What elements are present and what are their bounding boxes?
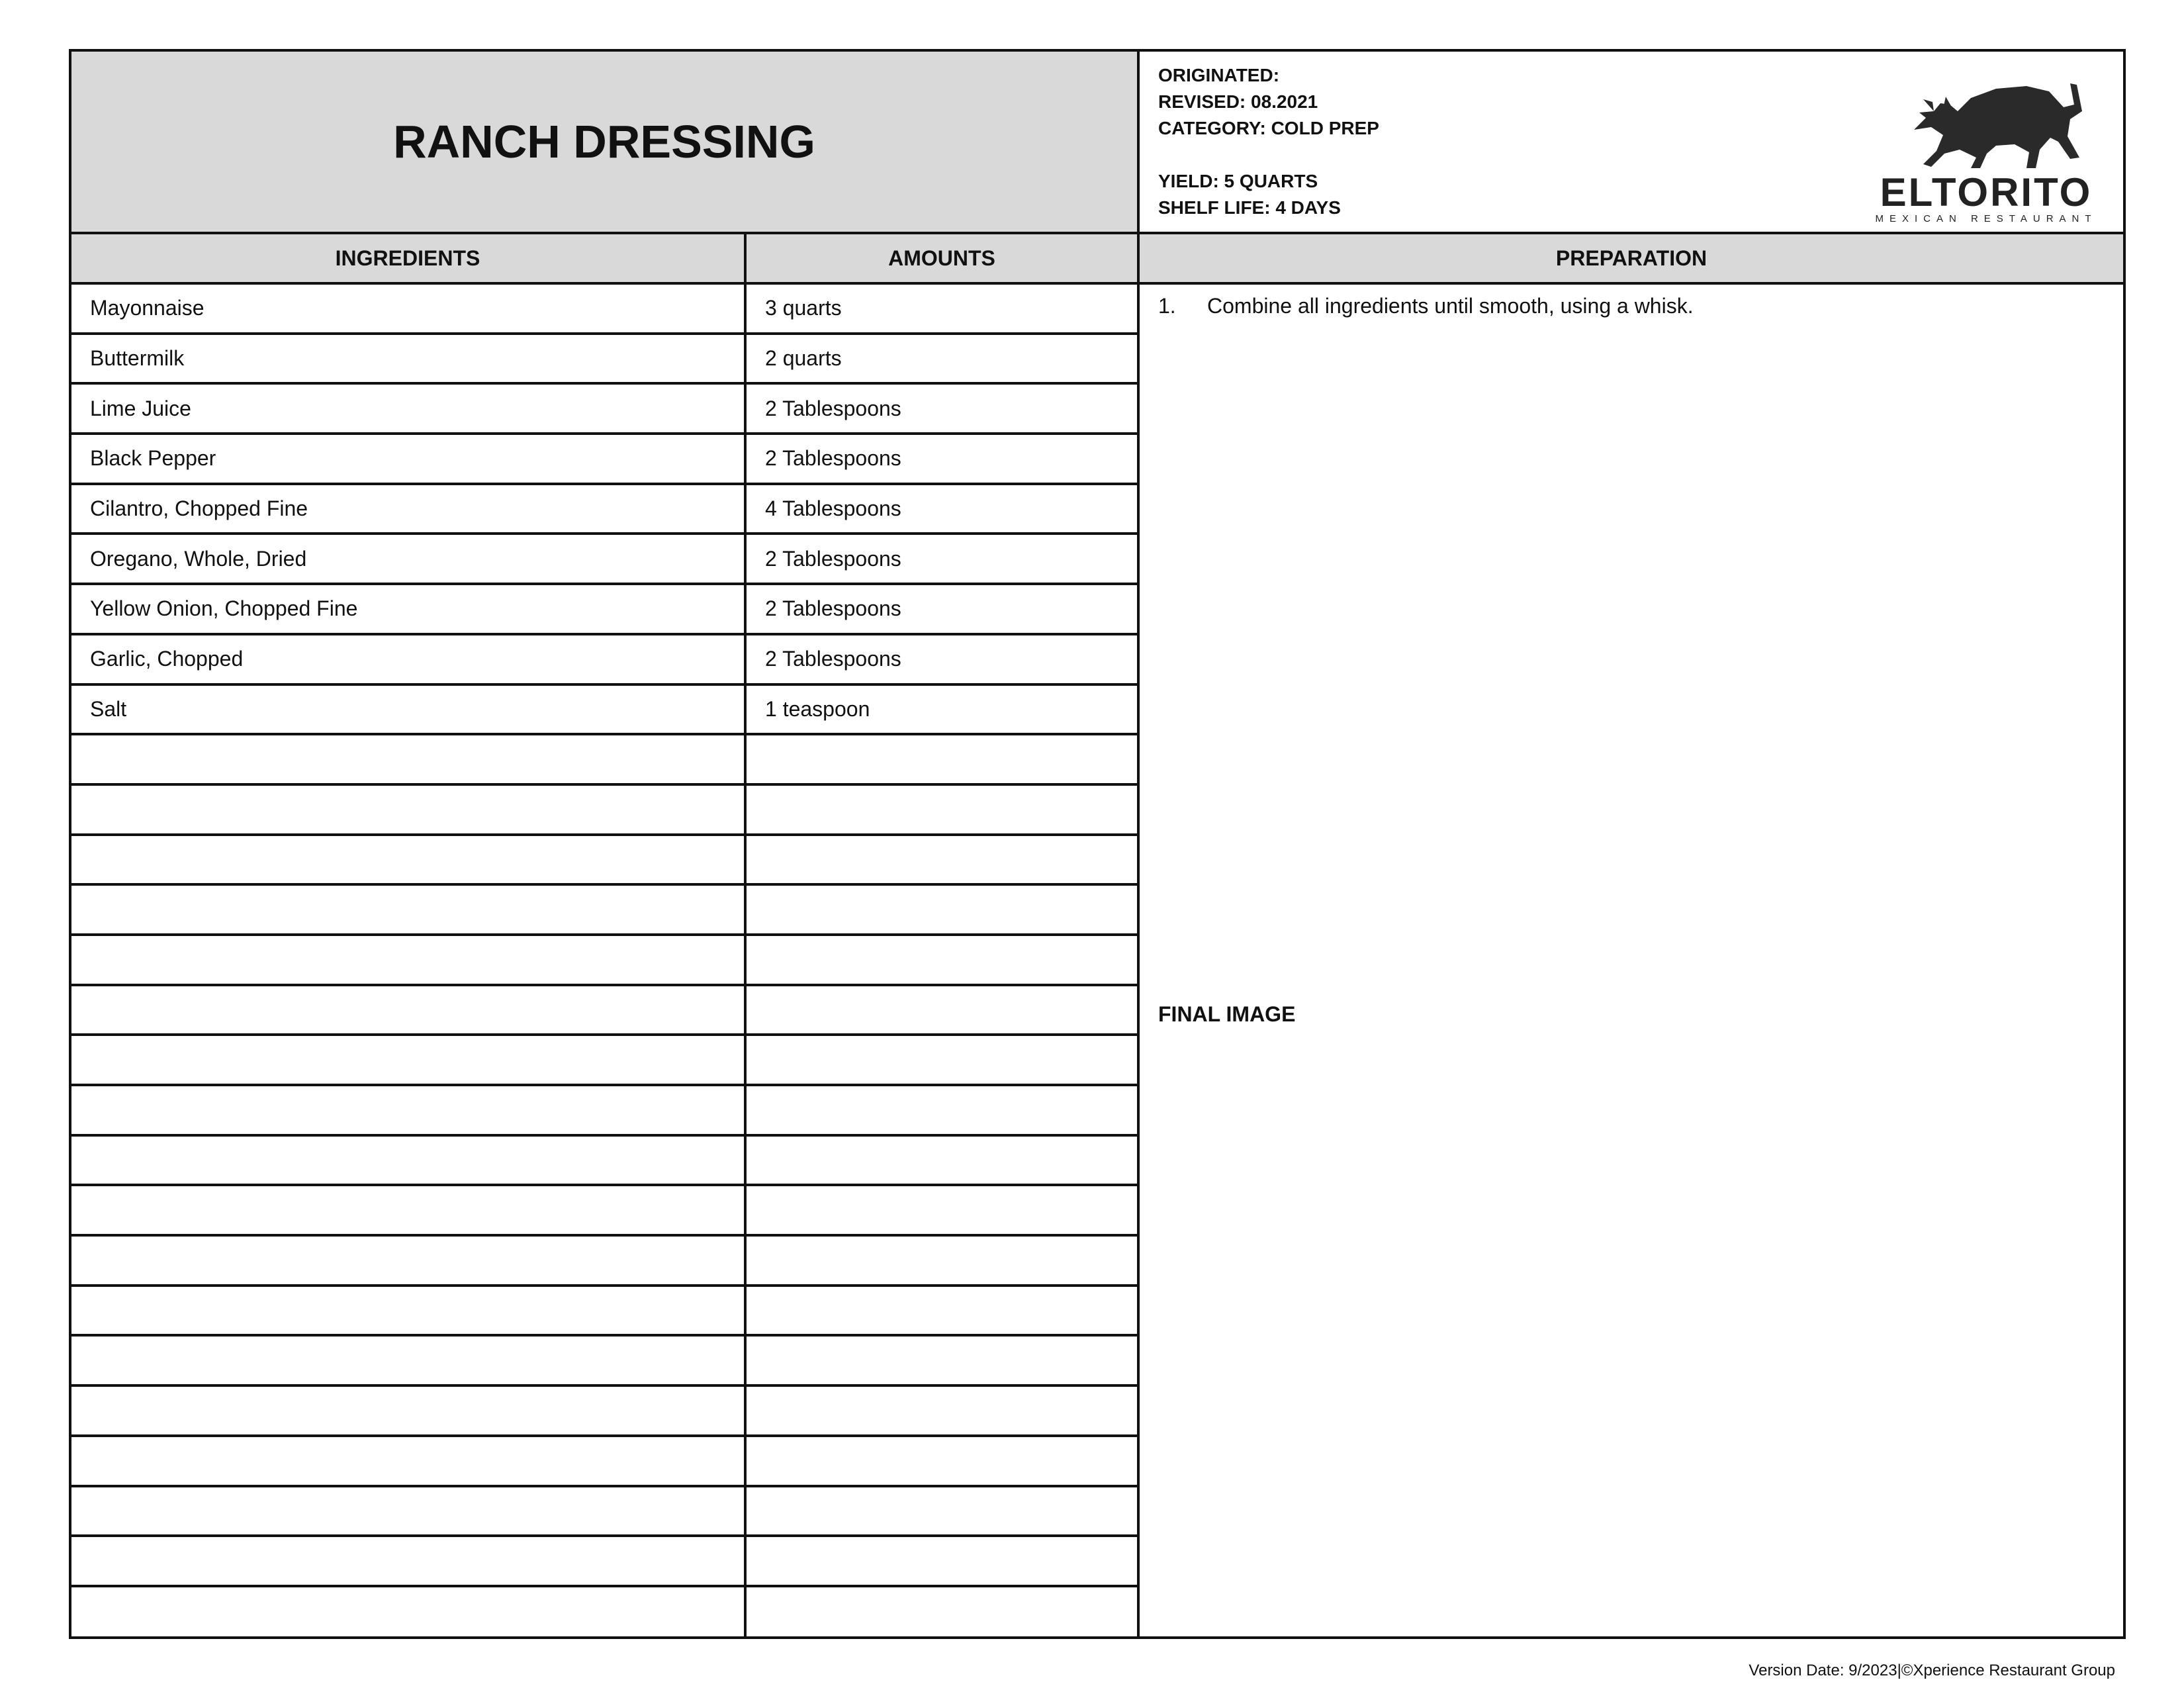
ingredient-cell: Black Pepper <box>71 435 747 483</box>
amount-cell <box>747 1287 1140 1335</box>
ingredient-row <box>71 1336 1140 1387</box>
ingredient-cell <box>71 1137 747 1184</box>
amount-cell <box>747 786 1140 833</box>
ingredient-row <box>71 886 1140 936</box>
preparation-header: PREPARATION <box>1140 234 2123 285</box>
ingredient-cell <box>71 1487 747 1535</box>
ingredient-row <box>71 285 1140 335</box>
yield-line: YIELD: 5 QUARTS <box>1158 171 1318 191</box>
ingredient-cell: Mayonnaise <box>71 285 747 332</box>
amount-cell <box>747 936 1140 984</box>
amount-cell <box>747 1036 1140 1084</box>
ingredient-cell <box>71 986 747 1034</box>
ingredients-header: INGREDIENTS <box>71 234 747 285</box>
ingredient-cell: Lime Juice <box>71 385 747 432</box>
ingredient-cell <box>71 936 747 984</box>
ingredient-rows <box>71 285 1140 1638</box>
ingredient-row <box>71 635 1140 686</box>
amount-cell: 2 Tablespoons <box>747 585 1140 633</box>
logo-brand: ELTORITO <box>1880 170 2093 214</box>
ingredient-cell <box>71 1537 747 1585</box>
ingredient-row <box>71 1137 1140 1187</box>
ingredient-row <box>71 485 1140 536</box>
amount-cell <box>747 735 1140 783</box>
ingredient-row <box>71 1036 1140 1086</box>
shelf-life-line: SHELF LIFE: 4 DAYS <box>1158 197 1341 218</box>
meta-spacer <box>1158 142 1379 168</box>
ingredient-cell <box>71 1036 747 1084</box>
amount-cell: 2 Tablespoons <box>747 535 1140 583</box>
revised-line: REVISED: 08.2021 <box>1158 91 1318 112</box>
amount-cell <box>747 1437 1140 1485</box>
ingredient-row <box>71 1487 1140 1538</box>
ingredient-cell <box>71 1186 747 1234</box>
amount-cell <box>747 1086 1140 1134</box>
ingredient-cell <box>71 836 747 884</box>
ingredient-cell <box>71 1237 747 1284</box>
amount-cell <box>747 1387 1140 1434</box>
amount-cell <box>747 1186 1140 1234</box>
amount-cell: 2 quarts <box>747 335 1140 383</box>
ingredient-row <box>71 1287 1140 1337</box>
meta-lines <box>1158 62 1379 221</box>
ingredient-row <box>71 385 1140 435</box>
version-footer: Version Date: 9/2023|©Xperience Restaurant Group <box>1749 1662 2115 1679</box>
amount-cell: 3 quarts <box>747 285 1140 332</box>
ingredient-row <box>71 735 1140 786</box>
logo-subtitle: MEXICAN RESTAURANT <box>1875 213 2097 224</box>
ingredient-row <box>71 786 1140 836</box>
ingredient-row <box>71 1387 1140 1437</box>
el-torito-logo <box>1870 71 2102 224</box>
preparation-step <box>1158 294 1694 318</box>
ingredient-row <box>71 936 1140 986</box>
recipe-meta <box>1140 52 2123 234</box>
amount-cell <box>747 836 1140 884</box>
category-line: CATEGORY: COLD PREP <box>1158 118 1379 138</box>
recipe-card <box>69 49 2126 1639</box>
originated-line: ORIGINATED: <box>1158 65 1280 85</box>
title-cell <box>71 52 1140 234</box>
amount-cell <box>747 1587 1140 1638</box>
ingredient-cell: Yellow Onion, Chopped Fine <box>71 585 747 633</box>
ingredient-cell: Garlic, Chopped <box>71 635 747 683</box>
ingredient-cell <box>71 1287 747 1335</box>
ingredient-row <box>71 686 1140 736</box>
ingredient-row <box>71 986 1140 1037</box>
ingredient-cell <box>71 735 747 783</box>
amount-cell <box>747 1137 1140 1184</box>
ingredient-cell: Salt <box>71 686 747 733</box>
bull-icon <box>1897 71 2089 171</box>
ingredient-row <box>71 435 1140 485</box>
ingredient-row <box>71 836 1140 886</box>
ingredient-row <box>71 1086 1140 1137</box>
ingredient-cell: Buttermilk <box>71 335 747 383</box>
ingredient-row <box>71 1237 1140 1287</box>
ingredient-cell: Oregano, Whole, Dried <box>71 535 747 583</box>
final-image-label: FINAL IMAGE <box>1158 1002 1296 1026</box>
ingredient-row <box>71 335 1140 385</box>
step-text: Combine all ingredients until smooth, using a whisk. <box>1207 294 1694 318</box>
amount-cell <box>747 1336 1140 1384</box>
amount-cell <box>747 986 1140 1034</box>
ingredient-row <box>71 1587 1140 1638</box>
amount-cell: 4 Tablespoons <box>747 485 1140 533</box>
preparation-area <box>1140 285 2123 1636</box>
amounts-header: AMOUNTS <box>747 234 1140 285</box>
step-number: 1. <box>1158 294 1176 318</box>
ingredient-cell <box>71 886 747 933</box>
amount-cell: 2 Tablespoons <box>747 385 1140 432</box>
ingredient-row <box>71 1537 1140 1587</box>
ingredient-cell <box>71 786 747 833</box>
ingredient-cell <box>71 1387 747 1434</box>
ingredient-row <box>71 535 1140 585</box>
amount-cell <box>747 886 1140 933</box>
ingredient-cell <box>71 1086 747 1134</box>
ingredient-row <box>71 1186 1140 1237</box>
ingredient-cell: Cilantro, Chopped Fine <box>71 485 747 533</box>
ingredient-cell <box>71 1587 747 1638</box>
recipe-title: RANCH DRESSING <box>393 116 815 167</box>
ingredient-cell <box>71 1336 747 1384</box>
ingredient-row <box>71 1437 1140 1487</box>
ingredient-cell <box>71 1437 747 1485</box>
amount-cell: 1 teaspoon <box>747 686 1140 733</box>
ingredient-row <box>71 585 1140 635</box>
amount-cell <box>747 1487 1140 1535</box>
amount-cell <box>747 1237 1140 1284</box>
amount-cell: 2 Tablespoons <box>747 435 1140 483</box>
amount-cell: 2 Tablespoons <box>747 635 1140 683</box>
amount-cell <box>747 1537 1140 1585</box>
